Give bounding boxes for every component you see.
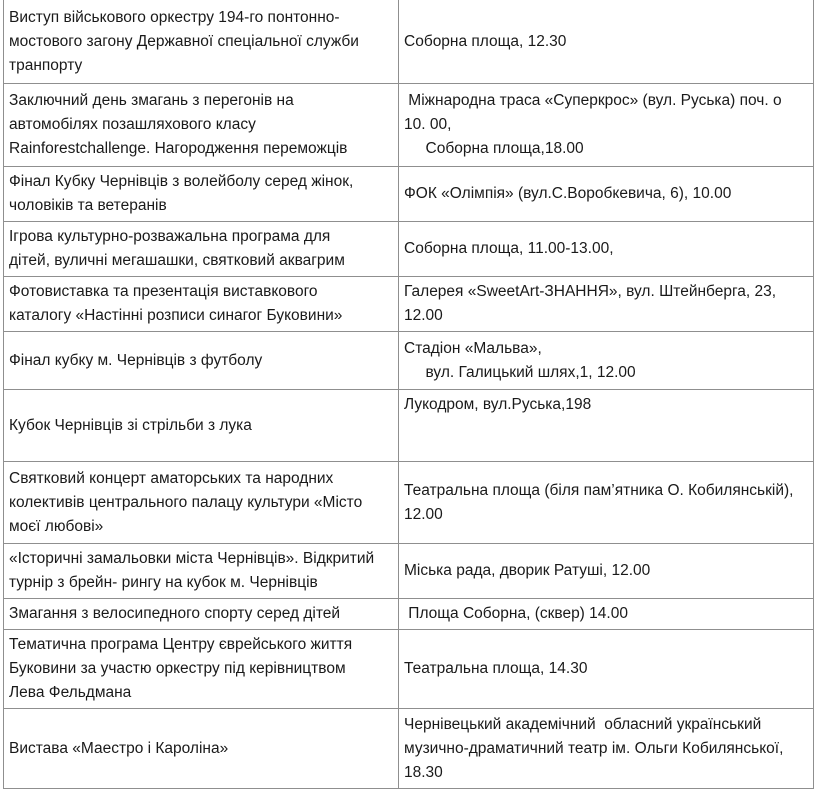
- location-text: вул. Галицький шлях,1, 12.00: [404, 363, 636, 381]
- location-cell: [399, 222, 814, 277]
- location-text: 18.30: [404, 763, 443, 781]
- location-cell: [399, 630, 814, 709]
- location-cell: [399, 84, 814, 167]
- table-row: [4, 630, 814, 709]
- event-text: Ігрова культурно-розважальна програма для: [9, 228, 331, 245]
- event-cell: [4, 709, 399, 789]
- event-cell: [4, 462, 399, 544]
- schedule-body: [4, 0, 814, 789]
- location-cell: [399, 709, 814, 789]
- event-cell: [4, 630, 399, 709]
- event-text: «Історичні замальовки міста Чернівців». Відкритий: [9, 550, 375, 567]
- location-text: ФОК «Олімпія» (вул.С.Воробкевича, 6), 10.00: [404, 185, 732, 202]
- table-row: [4, 390, 814, 462]
- event-text: Rainforestchallenge. Нагородження переможців: [9, 140, 348, 157]
- event-text: Вистава «Маестро і Кароліна»: [9, 739, 229, 757]
- location-text: Міжнародна траса «Суперкрос» (вул. Руська) поч. о: [404, 92, 782, 109]
- location-text: музично-драматичний театр ім. Ольги Кобилянської,: [404, 739, 784, 757]
- event-text: Буковини за участю оркестру під керівництвом: [9, 660, 346, 677]
- event-cell: [4, 84, 399, 167]
- event-cell: [4, 277, 399, 332]
- event-cell: [4, 332, 399, 390]
- location-text: Галерея «SweetArt-ЗНАННЯ», вул. Штейнберга, 23,: [404, 283, 777, 300]
- location-cell: [399, 390, 814, 462]
- event-cell: [4, 167, 399, 222]
- location-text: Театральна площа (біля пам’ятника О. Кобилянській),: [404, 481, 794, 499]
- location-text: 10. 00,: [404, 116, 452, 133]
- table-row: [4, 167, 814, 222]
- event-text: Фінал кубку м. Чернівців з футболу: [9, 351, 263, 369]
- location-cell: [399, 544, 814, 599]
- location-text: Площа Соборна, (сквер) 14.00: [404, 605, 628, 622]
- event-text: дітей, вуличні мегашашки, святковий аквагрим: [9, 252, 345, 269]
- event-cell: [4, 544, 399, 599]
- event-text: колективів центрального палацу культури «Місто: [9, 493, 363, 511]
- location-text: Лукодром, вул.Руська,198: [404, 396, 592, 413]
- location-text: Соборна площа, 12.30: [404, 32, 567, 50]
- event-text: чоловіків та ветеранів: [9, 197, 167, 214]
- table-row: [4, 332, 814, 390]
- event-text: Кубок Чернівців зі стрільби з лука: [9, 416, 252, 434]
- event-text: Змагання з велосипедного спорту серед дітей: [9, 605, 341, 622]
- location-cell: [399, 277, 814, 332]
- schedule-table: [3, 0, 814, 789]
- location-cell: [399, 167, 814, 222]
- location-text: Стадіон «Мальва»,: [404, 339, 542, 357]
- table-row: [4, 462, 814, 544]
- event-text: Фотовиставка та презентація виставкового: [9, 283, 318, 300]
- table-row: [4, 277, 814, 332]
- event-text: каталогу «Настінні розписи синагог Буковини»: [9, 307, 343, 324]
- event-text: Фінал Кубку Чернівців з волейболу серед жінок,: [9, 173, 354, 190]
- event-cell: [4, 222, 399, 277]
- event-text: турнір з брейн- рингу на кубок м. Чернівців: [9, 574, 318, 591]
- location-cell: [399, 332, 814, 390]
- table-row: [4, 222, 814, 277]
- location-text: Театральна площа, 14.30: [404, 660, 588, 677]
- event-text: Заключний день змагань з перегонів на: [9, 92, 294, 109]
- event-text: Лева Фельдмана: [9, 684, 132, 701]
- location-text: Міська рада, дворик Ратуші, 12.00: [404, 562, 651, 579]
- location-text: Чернівецький академічний обласний український: [404, 715, 762, 733]
- event-text: Тематична програма Центру єврейського життя: [9, 636, 353, 653]
- location-cell: [399, 0, 814, 84]
- event-cell: [4, 390, 399, 462]
- event-cell: [4, 0, 399, 84]
- location-cell: [399, 462, 814, 544]
- location-text: 12.00: [404, 505, 443, 523]
- location-text: 12.00: [404, 307, 443, 324]
- table-row: [4, 599, 814, 630]
- event-text: Виступ військового оркестру 194-го понтонно-: [9, 8, 340, 26]
- event-text: Святковий концерт аматорських та народних: [9, 469, 334, 487]
- event-text: транпорту: [9, 56, 83, 74]
- location-text: Соборна площа, 11.00-13.00,: [404, 240, 614, 257]
- event-text: мостового загону Державної спеціальної служби: [9, 32, 359, 50]
- table-row: [4, 709, 814, 789]
- table-row: [4, 544, 814, 599]
- event-cell: [4, 599, 399, 630]
- table-row: [4, 0, 814, 84]
- location-cell: [399, 599, 814, 630]
- table-row: [4, 84, 814, 167]
- event-text: автомобілях позашляхового класу: [9, 116, 256, 133]
- location-text: Соборна площа,18.00: [404, 140, 584, 157]
- event-text: моєї любові»: [9, 517, 104, 535]
